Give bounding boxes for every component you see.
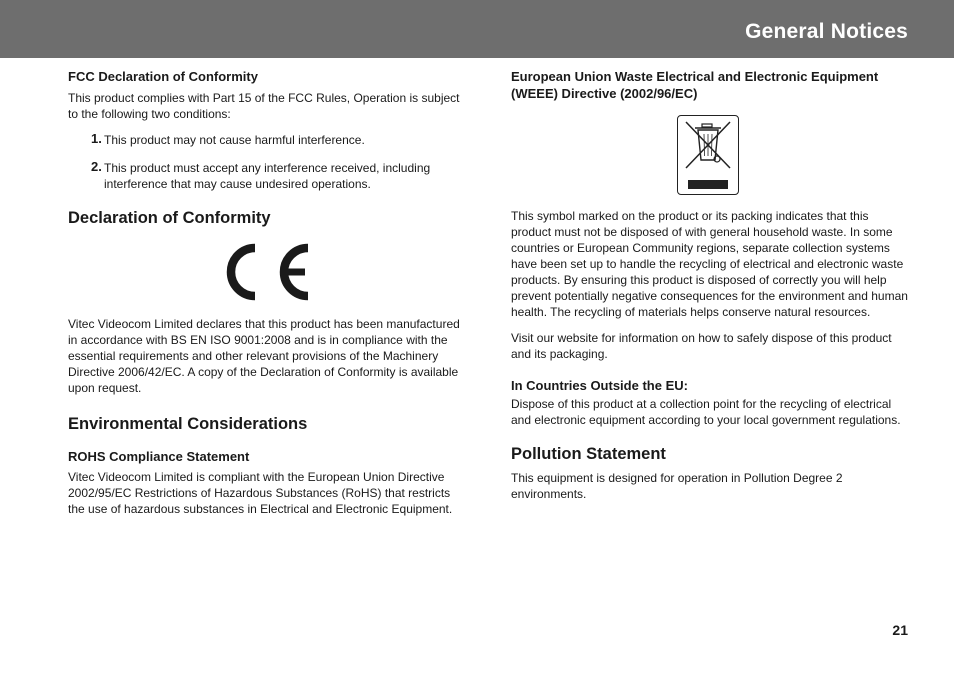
left-column (68, 68, 468, 517)
condition-text: This product must accept any interference received, including interference that may cause undesired operations. (104, 161, 431, 191)
page-title: General Notices (745, 20, 908, 43)
pollution-body: This equipment is designed for operation in Pollution Degree 2 environments. (511, 471, 843, 501)
rohs-body: Vitec Videocom Limited is compliant with the European Union Directive 2002/95/EC Restrictions of Hazardous Substances (RoHS) that restricts the use of hazardous substances in Electrical and Electronic Equipment. (68, 470, 453, 516)
condition-number: 1. (91, 131, 102, 146)
fcc-intro: This product complies with Part 15 of the FCC Rules, Operation is subject to the following two conditions: (68, 91, 460, 121)
pollution-heading: Pollution Statement (511, 445, 666, 463)
weee-heading: European Union Waste Electrical and Electronic Equipment (WEEE) Directive (2002/96/EC) (511, 69, 879, 101)
condition-text: This product may not cause harmful interference. (104, 133, 365, 147)
fcc-condition-1 (68, 132, 468, 148)
outside-eu-body: Dispose of this product at a collection point for the recycling of electrical and electronic equipment according to your local government regulations. (511, 397, 901, 427)
declaration-body: Vitec Videocom Limited declares that this product has been manufactured in accordance with BS EN ISO 9001:2008 and is in compliance with the essential requirements and other relevant provisions of the Machinery Directive 2006/42/EC. A copy of the Declaration of Conformity is available upon request. (68, 317, 460, 395)
weee-body-1: This symbol marked on the product or its packing indicates that this product must not be disposed of with general household waste. In some countries or European Community regions, separate collection systems have been set up to handle the recycling of electrical and electronic waste products. By ensuring this product is disposed of correctly you will help prevent potentially negative consequences for the environment and human health. The recycling of materials helps conserve natural resources. (511, 209, 908, 319)
fcc-heading: FCC Declaration of Conformity (68, 69, 258, 84)
condition-number: 2. (91, 159, 102, 174)
right-column (511, 68, 911, 502)
declaration-heading: Declaration of Conformity (68, 209, 271, 227)
page-header (0, 0, 954, 58)
crossed-out-wheelie-bin-icon (677, 115, 739, 195)
page-number: 21 (892, 622, 908, 638)
ce-mark-icon (222, 240, 468, 304)
outside-eu-heading: In Countries Outside the EU: (511, 378, 688, 393)
weee-body-2: Visit our website for information on how to safely dispose of this product and its packaging. (511, 331, 892, 361)
environmental-heading: Environmental Considerations (68, 415, 308, 433)
rohs-heading: ROHS Compliance Statement (68, 449, 250, 464)
fcc-condition-2 (68, 160, 468, 192)
